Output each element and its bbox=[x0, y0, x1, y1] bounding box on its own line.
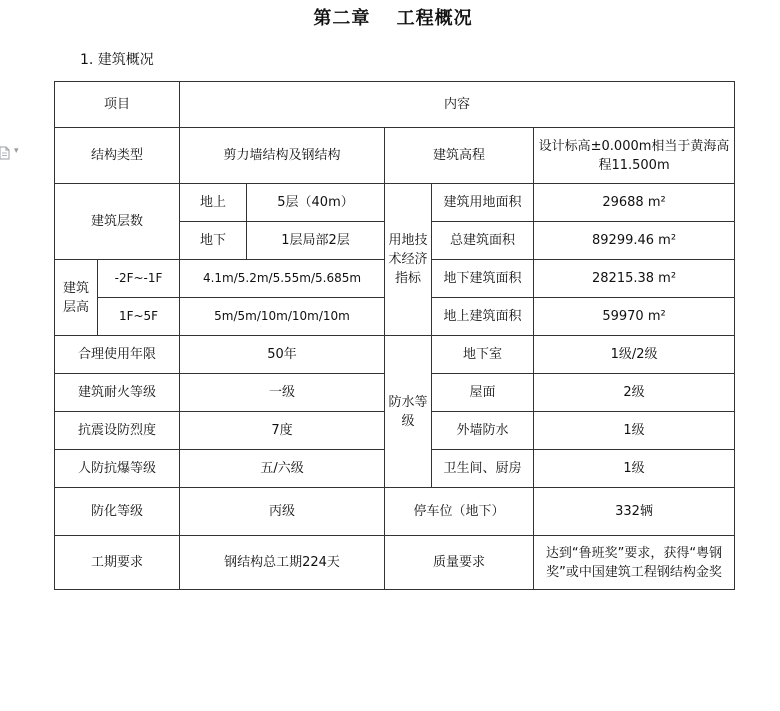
building-elevation-value: 设计标高±0.000m相当于黄海高程11.500m bbox=[534, 128, 735, 184]
schedule-label: 工期要求 bbox=[55, 536, 180, 590]
waterproof-roof-label: 屋面 bbox=[432, 374, 534, 412]
site-area-value: 29688 m² bbox=[534, 184, 735, 222]
schedule-value: 钢结构总工期224天 bbox=[180, 536, 385, 590]
civil-defense-value: 五/六级 bbox=[180, 450, 385, 488]
floor-height-basement-label: -2F~-1F bbox=[98, 260, 180, 298]
corrosion-value: 丙级 bbox=[180, 488, 385, 536]
table-row bbox=[55, 488, 735, 536]
structure-type-value: 剪力墙结构及钢结构 bbox=[180, 128, 385, 184]
section-heading: 1. 建筑概况 bbox=[80, 52, 154, 68]
seismic-value: 7度 bbox=[180, 412, 385, 450]
service-life-value: 50年 bbox=[180, 336, 385, 374]
waterproof-label: 防水等级 bbox=[385, 336, 432, 488]
waterproof-wall-value: 1级 bbox=[534, 412, 735, 450]
floor-height-upper-value: 5m/5m/10m/10m/10m bbox=[180, 298, 385, 336]
floors-below-label: 地下 bbox=[180, 222, 247, 260]
floors-above-value: 5层（40m） bbox=[247, 184, 385, 222]
document-icon[interactable] bbox=[0, 146, 11, 160]
floors-label: 建筑层数 bbox=[55, 184, 180, 260]
chevron-down-icon[interactable]: ▾ bbox=[14, 146, 19, 156]
building-elevation-label: 建筑高程 bbox=[385, 128, 534, 184]
seismic-label: 抗震设防烈度 bbox=[55, 412, 180, 450]
aboveground-area-label: 地上建筑面积 bbox=[432, 298, 534, 336]
quality-value: 达到“鲁班奖”要求，获得“粤钢奖”或中国建筑工程钢结构金奖 bbox=[534, 536, 735, 590]
parking-label: 停车位（地下） bbox=[385, 488, 534, 536]
table-row bbox=[55, 82, 735, 128]
underground-area-value: 28215.38 m² bbox=[534, 260, 735, 298]
header-content: 内容 bbox=[180, 82, 735, 128]
waterproof-restroom-label: 卫生间、厨房 bbox=[432, 450, 534, 488]
waterproof-roof-value: 2级 bbox=[534, 374, 735, 412]
waterproof-restroom-value: 1级 bbox=[534, 450, 735, 488]
table-row bbox=[55, 336, 735, 374]
total-area-label: 总建筑面积 bbox=[432, 222, 534, 260]
total-area-value: 89299.46 m² bbox=[534, 222, 735, 260]
waterproof-basement-value: 1级/2级 bbox=[534, 336, 735, 374]
floors-above-label: 地上 bbox=[180, 184, 247, 222]
quality-label: 质量要求 bbox=[385, 536, 534, 590]
waterproof-basement-label: 地下室 bbox=[432, 336, 534, 374]
aboveground-area-value: 59970 m² bbox=[534, 298, 735, 336]
corrosion-label: 防化等级 bbox=[55, 488, 180, 536]
floor-height-basement-value: 4.1m/5.2m/5.55m/5.685m bbox=[180, 260, 385, 298]
underground-area-label: 地下建筑面积 bbox=[432, 260, 534, 298]
site-area-label: 建筑用地面积 bbox=[432, 184, 534, 222]
fire-resistance-value: 一级 bbox=[180, 374, 385, 412]
header-item: 项目 bbox=[55, 82, 180, 128]
table-row bbox=[55, 536, 735, 590]
chapter-title: 第二章 工程概况 bbox=[313, 8, 473, 29]
fire-resistance-label: 建筑耐火等级 bbox=[55, 374, 180, 412]
civil-defense-label: 人防抗爆等级 bbox=[55, 450, 180, 488]
parking-value: 332辆 bbox=[534, 488, 735, 536]
land-tech-label: 用地技术经济指标 bbox=[385, 184, 432, 336]
waterproof-wall-label: 外墙防水 bbox=[432, 412, 534, 450]
floor-height-label: 建筑层高 bbox=[55, 260, 98, 336]
table-row bbox=[55, 184, 735, 222]
service-life-label: 合理使用年限 bbox=[55, 336, 180, 374]
structure-type-label: 结构类型 bbox=[55, 128, 180, 184]
floors-below-value: 1层局部2层 bbox=[247, 222, 385, 260]
floor-height-upper-label: 1F~5F bbox=[98, 298, 180, 336]
table-row bbox=[55, 128, 735, 184]
overview-table bbox=[54, 81, 735, 590]
